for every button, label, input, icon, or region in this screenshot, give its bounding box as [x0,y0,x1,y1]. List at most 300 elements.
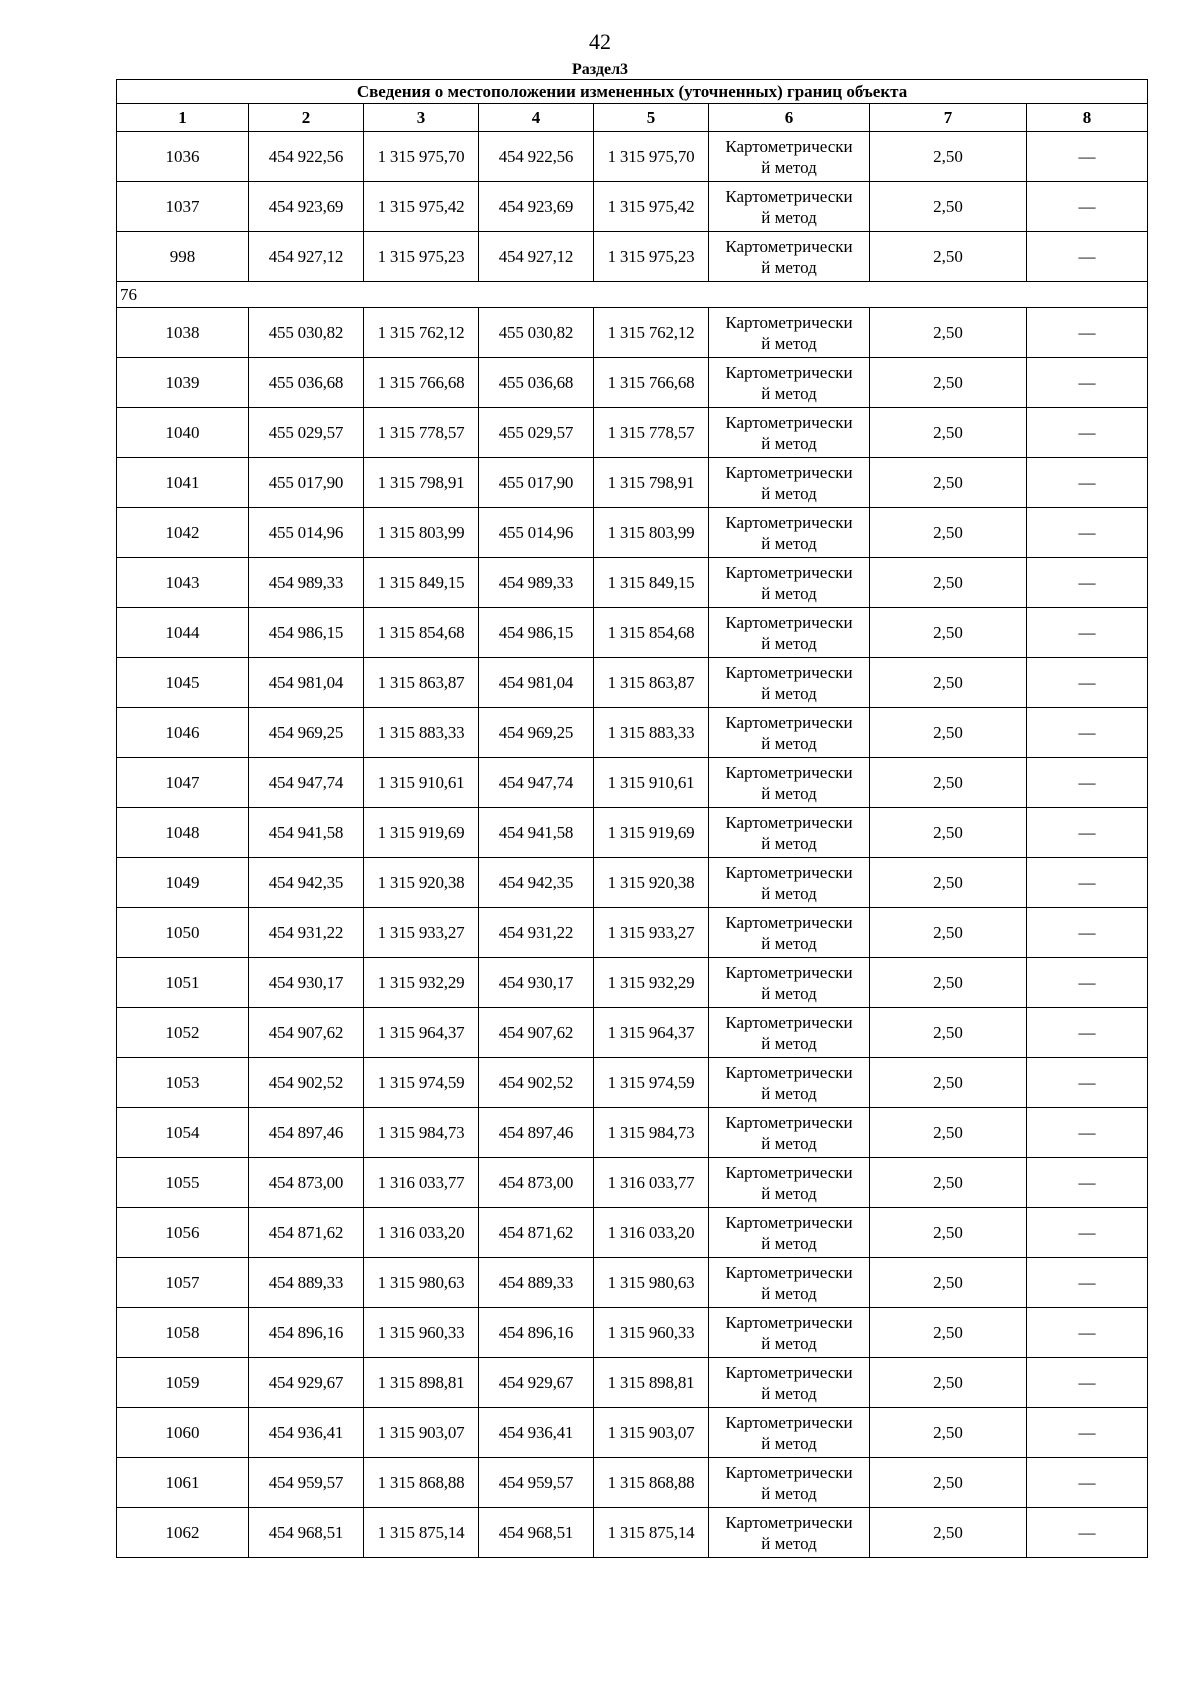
description-cell: — [1027,1108,1148,1158]
x-existing-cell: 454 947,74 [249,758,364,808]
point-number-cell: 1040 [117,408,249,458]
y-existing-cell: 1 315 920,38 [364,858,479,908]
method-line: й метод [761,157,817,177]
x-new-cell: 454 941,58 [479,808,594,858]
method-line: Картометрически [725,462,853,482]
table-row [117,608,1148,658]
method-line: й метод [761,1533,817,1553]
method-cell [709,1008,870,1058]
method-line: й метод [761,1183,817,1203]
method-line: Картометрически [725,362,853,382]
y-new-cell: 1 315 984,73 [594,1108,709,1158]
method-cell [709,658,870,708]
description-cell: — [1027,1058,1148,1108]
method-cell [709,758,870,808]
description-cell: — [1027,358,1148,408]
y-new-cell: 1 315 975,42 [594,182,709,232]
table-row [117,232,1148,282]
page-number: 42 [589,29,611,54]
y-existing-cell: 1 315 964,37 [364,1008,479,1058]
method-line: Картометрически [725,186,853,206]
accuracy-cell: 2,50 [870,608,1027,658]
x-existing-cell: 454 941,58 [249,808,364,858]
method-line: й метод [761,1483,817,1503]
point-number-cell: 1048 [117,808,249,858]
x-new-cell: 454 936,41 [479,1408,594,1458]
y-existing-cell: 1 316 033,77 [364,1158,479,1208]
y-new-cell: 1 315 868,88 [594,1458,709,1508]
y-new-cell: 1 315 910,61 [594,758,709,808]
description-cell: — [1027,1158,1148,1208]
accuracy-cell: 2,50 [870,408,1027,458]
y-existing-cell: 1 315 919,69 [364,808,479,858]
method-line: й метод [761,1033,817,1053]
point-number-cell: 1057 [117,1258,249,1308]
method-line: Картометрически [725,662,853,682]
method-line: й метод [761,257,817,277]
x-existing-cell: 454 936,41 [249,1408,364,1458]
method-line: й метод [761,1333,817,1353]
y-new-cell: 1 315 798,91 [594,458,709,508]
x-new-cell: 454 897,46 [479,1108,594,1158]
description-cell: — [1027,758,1148,808]
accuracy-cell: 2,50 [870,458,1027,508]
x-new-cell: 455 029,57 [479,408,594,458]
y-new-cell: 1 315 974,59 [594,1058,709,1108]
y-existing-cell: 1 316 033,20 [364,1208,479,1258]
method-cell [709,182,870,232]
x-new-cell: 454 981,04 [479,658,594,708]
method-line: Картометрически [725,1412,853,1432]
method-line: й метод [761,1233,817,1253]
method-line: Картометрически [725,812,853,832]
method-cell [709,908,870,958]
y-existing-cell: 1 315 849,15 [364,558,479,608]
description-cell: — [1027,182,1148,232]
table-row [117,558,1148,608]
method-line: й метод [761,333,817,353]
method-line: й метод [761,783,817,803]
method-cell [709,1058,870,1108]
method-line: Картометрически [725,1112,853,1132]
column-header: 1 [117,104,249,132]
y-new-cell: 1 315 854,68 [594,608,709,658]
x-existing-cell: 454 930,17 [249,958,364,1008]
method-cell [709,1208,870,1258]
method-line: й метод [761,433,817,453]
y-new-cell: 1 315 980,63 [594,1258,709,1308]
x-existing-cell: 455 017,90 [249,458,364,508]
accuracy-cell: 2,50 [870,1258,1027,1308]
method-line: Картометрически [725,562,853,582]
table-row [117,1508,1148,1558]
method-cell [709,508,870,558]
method-cell [709,1508,870,1558]
description-cell: — [1027,1408,1148,1458]
method-cell [709,358,870,408]
column-header: 2 [249,104,364,132]
table-row [117,1458,1148,1508]
description-cell: — [1027,1358,1148,1408]
table-row [117,808,1148,858]
point-number-cell: 998 [117,232,249,282]
method-line: Картометрически [725,1062,853,1082]
method-cell [709,1158,870,1208]
description-cell: — [1027,1258,1148,1308]
point-number-cell: 1044 [117,608,249,658]
method-line: Картометрически [725,862,853,882]
description-cell: — [1027,1508,1148,1558]
point-number-cell: 1056 [117,1208,249,1258]
x-existing-cell: 454 923,69 [249,182,364,232]
accuracy-cell: 2,50 [870,558,1027,608]
point-number-cell: 1055 [117,1158,249,1208]
y-new-cell: 1 315 863,87 [594,658,709,708]
y-existing-cell: 1 315 898,81 [364,1358,479,1408]
accuracy-cell: 2,50 [870,1408,1027,1458]
header-row [117,104,1148,132]
description-cell: — [1027,232,1148,282]
column-header: 3 [364,104,479,132]
x-new-cell: 454 947,74 [479,758,594,808]
x-existing-cell: 455 030,82 [249,308,364,358]
x-existing-cell: 454 968,51 [249,1508,364,1558]
x-existing-cell: 454 927,12 [249,232,364,282]
x-new-cell: 454 923,69 [479,182,594,232]
method-cell [709,958,870,1008]
point-number-cell: 1037 [117,182,249,232]
x-new-cell: 455 014,96 [479,508,594,558]
y-new-cell: 1 315 975,70 [594,132,709,182]
y-existing-cell: 1 315 975,23 [364,232,479,282]
x-new-cell: 455 030,82 [479,308,594,358]
method-line: й метод [761,683,817,703]
method-line: й метод [761,1433,817,1453]
y-new-cell: 1 315 975,23 [594,232,709,282]
method-cell [709,858,870,908]
column-header: 8 [1027,104,1148,132]
table-row [117,1158,1148,1208]
method-line: й метод [761,733,817,753]
method-line: Картометрически [725,1162,853,1182]
x-existing-cell: 455 029,57 [249,408,364,458]
accuracy-cell: 2,50 [870,308,1027,358]
x-existing-cell: 454 989,33 [249,558,364,608]
method-line: Картометрически [725,1512,853,1532]
accuracy-cell: 2,50 [870,132,1027,182]
method-cell [709,408,870,458]
point-number-cell: 1051 [117,958,249,1008]
accuracy-cell: 2,50 [870,908,1027,958]
point-number-cell: 1041 [117,458,249,508]
method-line: й метод [761,1133,817,1153]
method-line: Картометрически [725,712,853,732]
accuracy-cell: 2,50 [870,808,1027,858]
x-new-cell: 454 922,56 [479,132,594,182]
y-new-cell: 1 315 920,38 [594,858,709,908]
accuracy-cell: 2,50 [870,1208,1027,1258]
method-cell [709,1408,870,1458]
point-number-cell: 1059 [117,1358,249,1408]
description-cell: — [1027,958,1148,1008]
x-existing-cell: 454 986,15 [249,608,364,658]
method-line: Картометрически [725,962,853,982]
description-cell: — [1027,408,1148,458]
method-line: й метод [761,207,817,227]
description-cell: — [1027,558,1148,608]
method-line: Картометрически [725,136,853,156]
accuracy-cell: 2,50 [870,1458,1027,1508]
x-new-cell: 454 968,51 [479,1508,594,1558]
y-existing-cell: 1 315 798,91 [364,458,479,508]
method-line: Картометрически [725,912,853,932]
method-cell [709,232,870,282]
method-line: Картометрически [725,1462,853,1482]
y-existing-cell: 1 315 932,29 [364,958,479,1008]
method-cell [709,1358,870,1408]
y-existing-cell: 1 315 903,07 [364,1408,479,1458]
point-number-cell: 1036 [117,132,249,182]
x-new-cell: 454 896,16 [479,1308,594,1358]
y-existing-cell: 1 315 960,33 [364,1308,479,1358]
x-new-cell: 454 986,15 [479,608,594,658]
table-row [117,1308,1148,1358]
point-number-cell: 1047 [117,758,249,808]
table-row [117,658,1148,708]
point-number-cell: 1050 [117,908,249,958]
y-new-cell: 1 315 964,37 [594,1008,709,1058]
table-row [117,1208,1148,1258]
method-line: й метод [761,533,817,553]
x-existing-cell: 454 959,57 [249,1458,364,1508]
point-number-cell: 1039 [117,358,249,408]
x-new-cell: 454 902,52 [479,1058,594,1108]
group-row [117,282,1148,308]
accuracy-cell: 2,50 [870,182,1027,232]
accuracy-cell: 2,50 [870,758,1027,808]
method-line: Картометрически [725,412,853,432]
x-new-cell: 454 969,25 [479,708,594,758]
description-cell: — [1027,858,1148,908]
x-existing-cell: 455 036,68 [249,358,364,408]
accuracy-cell: 2,50 [870,1508,1027,1558]
description-cell: — [1027,1008,1148,1058]
y-new-cell: 1 315 919,69 [594,808,709,858]
method-cell [709,132,870,182]
table-row [117,132,1148,182]
y-new-cell: 1 316 033,77 [594,1158,709,1208]
y-existing-cell: 1 315 863,87 [364,658,479,708]
y-new-cell: 1 315 766,68 [594,358,709,408]
y-new-cell: 1 316 033,20 [594,1208,709,1258]
x-existing-cell: 454 871,62 [249,1208,364,1258]
method-line: й метод [761,883,817,903]
x-existing-cell: 454 922,56 [249,132,364,182]
table-row [117,408,1148,458]
method-cell [709,708,870,758]
accuracy-cell: 2,50 [870,658,1027,708]
table-row [117,1408,1148,1458]
y-existing-cell: 1 315 803,99 [364,508,479,558]
accuracy-cell: 2,50 [870,358,1027,408]
description-cell: — [1027,708,1148,758]
point-number-cell: 1038 [117,308,249,358]
y-new-cell: 1 315 898,81 [594,1358,709,1408]
table-row [117,1058,1148,1108]
table-row [117,308,1148,358]
description-cell: — [1027,1308,1148,1358]
method-line: Картометрически [725,236,853,256]
method-line: Картометрически [725,1212,853,1232]
table-row [117,1008,1148,1058]
accuracy-cell: 2,50 [870,958,1027,1008]
method-line: й метод [761,1283,817,1303]
point-number-cell: 1053 [117,1058,249,1108]
table-row [117,958,1148,1008]
method-cell [709,608,870,658]
y-existing-cell: 1 315 766,68 [364,358,479,408]
y-existing-cell: 1 315 984,73 [364,1108,479,1158]
y-existing-cell: 1 315 910,61 [364,758,479,808]
method-cell [709,458,870,508]
method-line: й метод [761,833,817,853]
y-existing-cell: 1 315 778,57 [364,408,479,458]
x-existing-cell: 454 981,04 [249,658,364,708]
accuracy-cell: 2,50 [870,1358,1027,1408]
column-header: 7 [870,104,1027,132]
accuracy-cell: 2,50 [870,708,1027,758]
table-row [117,858,1148,908]
description-cell: — [1027,508,1148,558]
x-new-cell: 454 959,57 [479,1458,594,1508]
x-new-cell: 454 907,62 [479,1008,594,1058]
method-line: Картометрически [725,612,853,632]
description-cell: — [1027,908,1148,958]
point-number-cell: 1062 [117,1508,249,1558]
y-existing-cell: 1 315 933,27 [364,908,479,958]
method-cell [709,1258,870,1308]
accuracy-cell: 2,50 [870,1058,1027,1108]
table-row [117,1358,1148,1408]
column-header: 5 [594,104,709,132]
section-title: Раздел3 [571,61,629,78]
description-cell: — [1027,1458,1148,1508]
description-cell: — [1027,608,1148,658]
y-new-cell: 1 315 933,27 [594,908,709,958]
y-new-cell: 1 315 903,07 [594,1408,709,1458]
x-existing-cell: 454 873,00 [249,1158,364,1208]
x-new-cell: 454 989,33 [479,558,594,608]
x-new-cell: 455 036,68 [479,358,594,408]
x-existing-cell: 454 969,25 [249,708,364,758]
method-line: й метод [761,483,817,503]
y-existing-cell: 1 315 868,88 [364,1458,479,1508]
y-existing-cell: 1 315 875,14 [364,1508,479,1558]
column-header: 4 [479,104,594,132]
y-new-cell: 1 315 960,33 [594,1308,709,1358]
description-cell: — [1027,1208,1148,1258]
accuracy-cell: 2,50 [870,858,1027,908]
accuracy-cell: 2,50 [870,508,1027,558]
table-row [117,908,1148,958]
x-new-cell: 454 927,12 [479,232,594,282]
column-header: 6 [709,104,870,132]
accuracy-cell: 2,50 [870,1008,1027,1058]
table-row [117,182,1148,232]
table-row [117,458,1148,508]
y-existing-cell: 1 315 975,42 [364,182,479,232]
y-existing-cell: 1 315 975,70 [364,132,479,182]
point-number-cell: 1045 [117,658,249,708]
description-cell: — [1027,458,1148,508]
x-existing-cell: 454 929,67 [249,1358,364,1408]
method-line: Картометрически [725,312,853,332]
y-new-cell: 1 315 875,14 [594,1508,709,1558]
method-cell [709,1108,870,1158]
table-row [117,1108,1148,1158]
x-existing-cell: 454 942,35 [249,858,364,908]
table-row [117,708,1148,758]
method-line: Картометрически [725,1012,853,1032]
accuracy-cell: 2,50 [870,1108,1027,1158]
table-row [117,508,1148,558]
x-existing-cell: 454 896,16 [249,1308,364,1358]
y-new-cell: 1 315 849,15 [594,558,709,608]
table-row [117,1258,1148,1308]
method-line: й метод [761,983,817,1003]
boundary-table [116,79,1148,1558]
y-new-cell: 1 315 932,29 [594,958,709,1008]
y-existing-cell: 1 315 854,68 [364,608,479,658]
method-line: й метод [761,583,817,603]
table-row [117,758,1148,808]
description-cell: — [1027,658,1148,708]
description-cell: — [1027,808,1148,858]
x-existing-cell: 454 907,62 [249,1008,364,1058]
point-number-cell: 1054 [117,1108,249,1158]
method-line: й метод [761,1083,817,1103]
x-new-cell: 454 929,67 [479,1358,594,1408]
y-existing-cell: 1 315 883,33 [364,708,479,758]
y-existing-cell: 1 315 762,12 [364,308,479,358]
x-existing-cell: 454 897,46 [249,1108,364,1158]
point-number-cell: 1052 [117,1008,249,1058]
method-line: Картометрически [725,1312,853,1332]
method-line: Картометрически [725,1362,853,1382]
method-line: й метод [761,383,817,403]
x-new-cell: 454 930,17 [479,958,594,1008]
description-cell: — [1027,132,1148,182]
y-new-cell: 1 315 803,99 [594,508,709,558]
point-number-cell: 1061 [117,1458,249,1508]
method-cell [709,1308,870,1358]
accuracy-cell: 2,50 [870,1158,1027,1208]
method-cell [709,308,870,358]
x-new-cell: 454 942,35 [479,858,594,908]
method-line: Картометрически [725,762,853,782]
method-line: Картометрически [725,512,853,532]
description-cell: — [1027,308,1148,358]
y-new-cell: 1 315 883,33 [594,708,709,758]
method-cell [709,558,870,608]
point-number-cell: 1042 [117,508,249,558]
x-new-cell: 454 931,22 [479,908,594,958]
point-number-cell: 1043 [117,558,249,608]
method-line: Картометрически [725,1262,853,1282]
accuracy-cell: 2,50 [870,1308,1027,1358]
method-line: й метод [761,633,817,653]
x-new-cell: 454 889,33 [479,1258,594,1308]
